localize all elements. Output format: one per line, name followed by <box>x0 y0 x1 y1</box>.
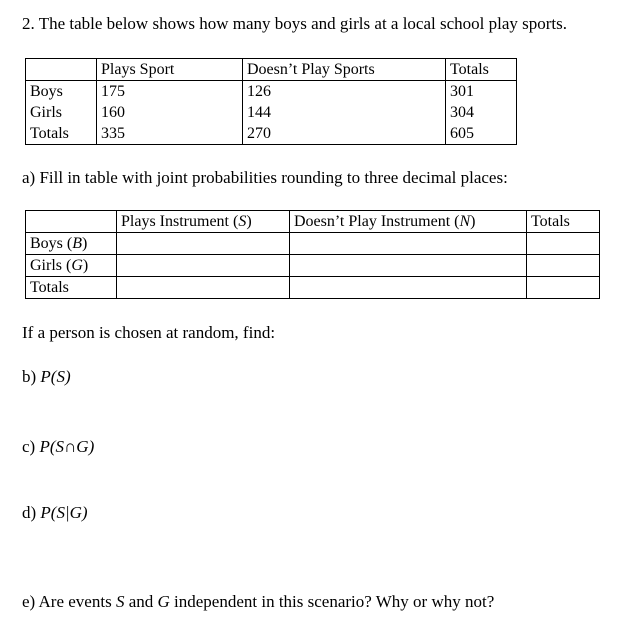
header-totals: Totals <box>527 211 600 233</box>
answer-cell[interactable] <box>117 233 290 255</box>
table-row <box>26 102 517 123</box>
table-cell: 160 <box>97 102 243 123</box>
table-row <box>26 211 600 233</box>
table-cell <box>26 211 117 233</box>
table-row <box>26 277 600 299</box>
answer-cell[interactable] <box>290 233 527 255</box>
question-title: 2. The table below shows how many boys and girls at a local school play sports. <box>22 14 568 33</box>
part-a-text: a) Fill in table with joint probabilities rounding to three decimal places: <box>22 168 508 187</box>
part-b: b) P(S) <box>22 367 71 386</box>
row-label-girls: Girls (G) <box>26 255 117 277</box>
answer-cell[interactable] <box>117 255 290 277</box>
table-cell: Totals <box>446 59 517 81</box>
instrument-table <box>25 210 600 299</box>
table-row <box>26 59 517 81</box>
answer-cell[interactable] <box>117 277 290 299</box>
part-c: c) P(S∩G) <box>22 437 95 456</box>
table-row <box>26 81 517 103</box>
table-cell: 175 <box>97 81 243 103</box>
table-cell: Totals <box>26 123 97 145</box>
header-doesnt-play-instrument: Doesn’t Play Instrument (N) <box>290 211 527 233</box>
table-cell: 335 <box>97 123 243 145</box>
table-row <box>26 255 600 277</box>
answer-cell[interactable] <box>527 277 600 299</box>
table-cell <box>26 59 97 81</box>
header-plays-instrument: Plays Instrument (S) <box>117 211 290 233</box>
table-row <box>26 123 517 145</box>
table-cell: Girls <box>26 102 97 123</box>
table-cell: Boys <box>26 81 97 103</box>
table-cell: 605 <box>446 123 517 145</box>
table-row <box>26 233 600 255</box>
answer-cell[interactable] <box>527 255 600 277</box>
prompt-text: If a person is chosen at random, find: <box>22 323 276 342</box>
sports-table <box>25 58 517 145</box>
answer-cell[interactable] <box>290 255 527 277</box>
table-cell: 301 <box>446 81 517 103</box>
table-cell: 144 <box>243 102 446 123</box>
table-cell: Plays Sport <box>97 59 243 81</box>
table-cell: 304 <box>446 102 517 123</box>
row-label-boys: Boys (B) <box>26 233 117 255</box>
table-cell: Doesn’t Play Sports <box>243 59 446 81</box>
part-d: d) P(S|G) <box>22 503 88 522</box>
table-cell: 126 <box>243 81 446 103</box>
answer-cell[interactable] <box>527 233 600 255</box>
row-label-totals: Totals <box>26 277 117 299</box>
answer-cell[interactable] <box>290 277 527 299</box>
table-cell: 270 <box>243 123 446 145</box>
part-e: e) Are events S and G independent in this scenario? Why or why not? <box>22 592 495 611</box>
